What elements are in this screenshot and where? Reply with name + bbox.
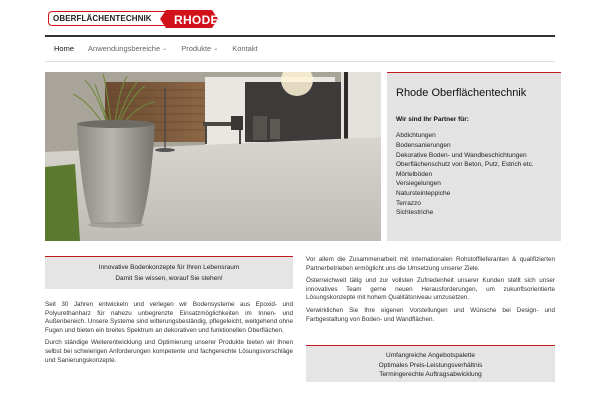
nav-item-anwendungsbereiche[interactable] [88, 44, 167, 55]
paragraph: Durch ständige Weiterentwicklung und Optimierung unserer Produkte bieten wir Ihnen selbst bei schwierigen Anforderungen kompetente und fachgerechte Lösungsvorschläge und Sanierungskonzepte. [45, 339, 293, 364]
list-item: Bodensanierungen [396, 142, 451, 150]
list-item: Dekorative Boden- und Wandbeschichtungen [396, 151, 527, 159]
list-item: Abdichtungen [396, 132, 436, 140]
list-item: Natursteinteppiche [396, 190, 451, 198]
chevron-down-icon: ⌄ [213, 45, 219, 52]
list-item: Sichtestriche [396, 209, 434, 217]
info-subtitle: Wir sind Ihr Partner für: [396, 116, 469, 124]
nav-label: Anwendungsbereiche [88, 43, 161, 53]
terrace-photo-icon [45, 72, 381, 241]
service-list [396, 131, 551, 217]
paragraph: Österreichweit tätig und zur vollsten Zufriedenheit unserer Kunden stellt sich unser innovatives Team gerne neuen Herausforderungen, um zukunftsorientierte Lösungskonzepte mit hohem Qualitätsniveau umzusetzen. [306, 277, 555, 302]
logo-text-part2: RHODE [174, 13, 219, 27]
main-nav [45, 37, 555, 61]
intro-text [45, 301, 293, 369]
nav-item-home[interactable] [54, 44, 74, 55]
nav-label: Kontakt [232, 43, 258, 53]
tagline-box [45, 256, 293, 289]
paragraph: Seit 30 Jahren entwickeln und verlegen wir Bodensysteme aus Epoxid- und Polyurethanharz für nahezu unbegrenzte Einsatzmöglichkeiten im Innen- und Außenbereich. Unsere Systeme sind witterungsbeständig, pflegeleicht, weitgehend ohne Fugen und bieten ein breites Spektrum an dekorativen und funktionellen Oberflächen. [45, 301, 293, 334]
partner-info-box [387, 72, 561, 241]
list-item: Oberflächenschutz von Beton, Putz, Estrich etc. [396, 161, 534, 169]
nav-label: Produkte [181, 43, 212, 53]
list-item: Mörtelböden [396, 170, 433, 178]
info-title: Rhode Oberflächentechnik [396, 87, 527, 99]
paragraph: Verwirklichen Sie Ihre eigenen Vorstellungen und Wünsche bei Design- und Farbgestaltung von Boden- und Wandflächen. [306, 306, 555, 323]
benefit-line: Umfangreiche Angebotspalette [386, 352, 475, 359]
paragraph: Vor allem die Zusammenarbeit mit internationalen Rohstofflieferanten & qualifizierten Partnerbetrieben ermöglicht uns die Umsetzung unserer Ziele. [306, 256, 555, 272]
list-item: Terrazzo [396, 199, 421, 207]
tagline-line: Innovative Bodenkonzepte für Ihren Lebensraum [98, 264, 240, 271]
nav-item-produkte[interactable] [181, 44, 218, 55]
nav-divider [45, 61, 555, 62]
logo-text-part1: OBERFLÄCHENTECHNIK [53, 14, 152, 23]
site-logo[interactable] [48, 10, 218, 28]
benefits-box [306, 345, 555, 382]
benefit-line: Termingerechte Auftragsabwicklung [379, 371, 482, 378]
nav-item-kontakt[interactable] [232, 44, 257, 55]
about-text [306, 256, 555, 328]
hero-image [45, 72, 381, 241]
tagline-line: Damit Sie wissen, worauf Sie stehen! [115, 275, 223, 282]
benefit-line: Optimales Preis-Leistungsverhältnis [378, 361, 483, 369]
nav-label: Home [54, 43, 75, 53]
chevron-down-icon: ⌄ [162, 45, 168, 52]
list-item: Versiegelungen [396, 180, 441, 188]
